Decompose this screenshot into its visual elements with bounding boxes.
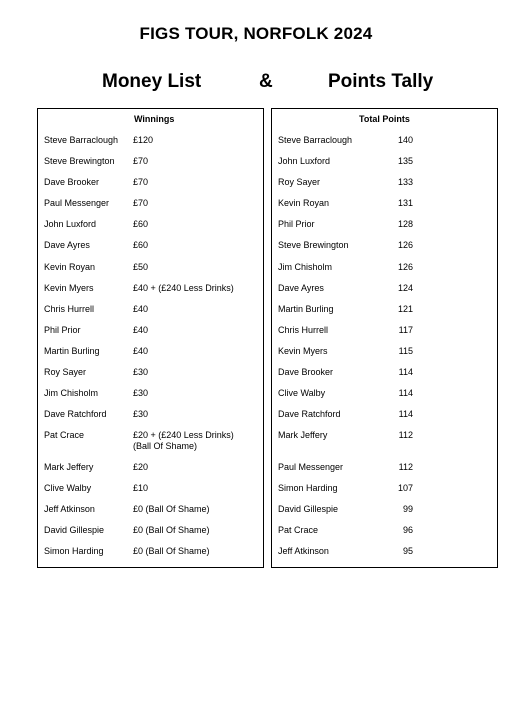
winnings-name: Dave Ayres <box>44 240 90 250</box>
points-table <box>271 108 498 568</box>
winnings-name: Jeff Atkinson <box>44 504 95 514</box>
winnings-amount: £60 <box>133 240 149 250</box>
points-name: Paul Messenger <box>278 462 344 472</box>
points-points: 99 <box>402 504 413 514</box>
winnings-name: Paul Messenger <box>44 198 110 208</box>
points-name: Mark Jeffery <box>278 430 328 440</box>
points-points: 126 <box>397 262 413 272</box>
winnings-name: Kevin Myers <box>44 283 94 293</box>
winnings-name: Dave Brooker <box>44 177 100 187</box>
money-list-heading: Money List <box>102 71 202 92</box>
winnings-amount: £40 <box>133 325 149 335</box>
points-points: 112 <box>398 430 413 440</box>
points-name: Dave Ayres <box>278 283 324 293</box>
points-name: Phil Prior <box>278 219 315 229</box>
winnings-name: John Luxford <box>44 219 97 229</box>
points-name: Martin Burling <box>278 304 334 314</box>
winnings-amount: £30 <box>133 409 149 419</box>
points-points: 133 <box>397 177 413 187</box>
points-name: David Gillespie <box>278 504 339 514</box>
points-name: Simon Harding <box>278 483 338 493</box>
points-name: Jim Chisholm <box>278 262 333 272</box>
points-name: Dave Ratchford <box>278 409 341 419</box>
winnings-amount: £0 (Ball Of Shame) <box>133 504 210 514</box>
winnings-name: Kevin Royan <box>44 262 96 272</box>
points-name: Steve Barraclough <box>278 135 353 145</box>
points-points: 96 <box>402 525 413 535</box>
winnings-amount: £70 <box>133 156 149 166</box>
points-column-header: Total Points <box>359 114 410 124</box>
points-points: 135 <box>397 156 413 166</box>
points-points: 140 <box>397 135 413 145</box>
winnings-amount: £30 <box>133 367 149 377</box>
points-points: 114 <box>398 367 413 377</box>
winnings-name: Simon Harding <box>44 546 104 556</box>
points-points: 114 <box>398 409 413 419</box>
points-points: 114 <box>398 388 413 398</box>
winnings-name: Clive Walby <box>44 483 92 493</box>
ampersand: & <box>259 71 273 92</box>
points-name: John Luxford <box>278 156 331 166</box>
points-name: Pat Crace <box>278 525 319 535</box>
winnings-column-header: Winnings <box>134 114 175 124</box>
winnings-amount: £10 <box>133 483 149 493</box>
winnings-name: Dave Ratchford <box>44 409 107 419</box>
winnings-name: Martin Burling <box>44 346 100 356</box>
points-points: 121 <box>397 304 413 314</box>
winnings-table <box>37 108 264 568</box>
points-points: 117 <box>398 325 413 335</box>
winnings-amount: £60 <box>133 219 149 229</box>
points-name: Jeff Atkinson <box>278 546 329 556</box>
winnings-name: Jim Chisholm <box>44 388 99 398</box>
points-name: Chris Hurrell <box>278 325 329 335</box>
points-name: Clive Walby <box>278 388 326 398</box>
points-name: Roy Sayer <box>278 177 321 187</box>
winnings-name: Mark Jeffery <box>44 462 94 472</box>
points-points: 128 <box>397 219 413 229</box>
winnings-amount: £70 <box>133 177 149 187</box>
points-name: Kevin Royan <box>278 198 330 208</box>
winnings-amount: £120 <box>133 135 154 145</box>
points-tally-heading: Points Tally <box>328 71 434 92</box>
points-points: 124 <box>397 283 413 293</box>
winnings-name: Steve Barraclough <box>44 135 119 145</box>
points-name: Kevin Myers <box>278 346 328 356</box>
points-points: 126 <box>397 240 413 250</box>
points-name: Steve Brewington <box>278 240 349 250</box>
winnings-amount: £70 <box>133 198 149 208</box>
winnings-name: David Gillespie <box>44 525 105 535</box>
winnings-name: Phil Prior <box>44 325 81 335</box>
winnings-amount: £40 <box>133 304 149 314</box>
winnings-amount: £30 <box>133 388 149 398</box>
winnings-amount: £20 <box>133 462 149 472</box>
points-points: 95 <box>402 546 413 556</box>
winnings-amount: £0 (Ball Of Shame) <box>133 525 210 535</box>
points-name: Dave Brooker <box>278 367 334 377</box>
winnings-name: Roy Sayer <box>44 367 87 377</box>
winnings-amount: £50 <box>133 262 149 272</box>
points-points: 112 <box>398 462 413 472</box>
page-title: FIGS TOUR, NORFOLK 2024 <box>139 24 373 43</box>
winnings-name: Pat Crace <box>44 430 85 440</box>
winnings-name: Chris Hurrell <box>44 304 95 314</box>
winnings-name: Steve Brewington <box>44 156 115 166</box>
points-points: 131 <box>397 198 413 208</box>
winnings-amount: £0 (Ball Of Shame) <box>133 546 210 556</box>
winnings-amount: £40 + (£240 Less Drinks) <box>133 283 234 293</box>
winnings-amount: £40 <box>133 346 149 356</box>
winnings-amount: £20 + (£240 Less Drinks) (Ball Of Shame) <box>133 430 234 451</box>
points-points: 115 <box>398 346 413 356</box>
points-points: 107 <box>397 483 413 493</box>
